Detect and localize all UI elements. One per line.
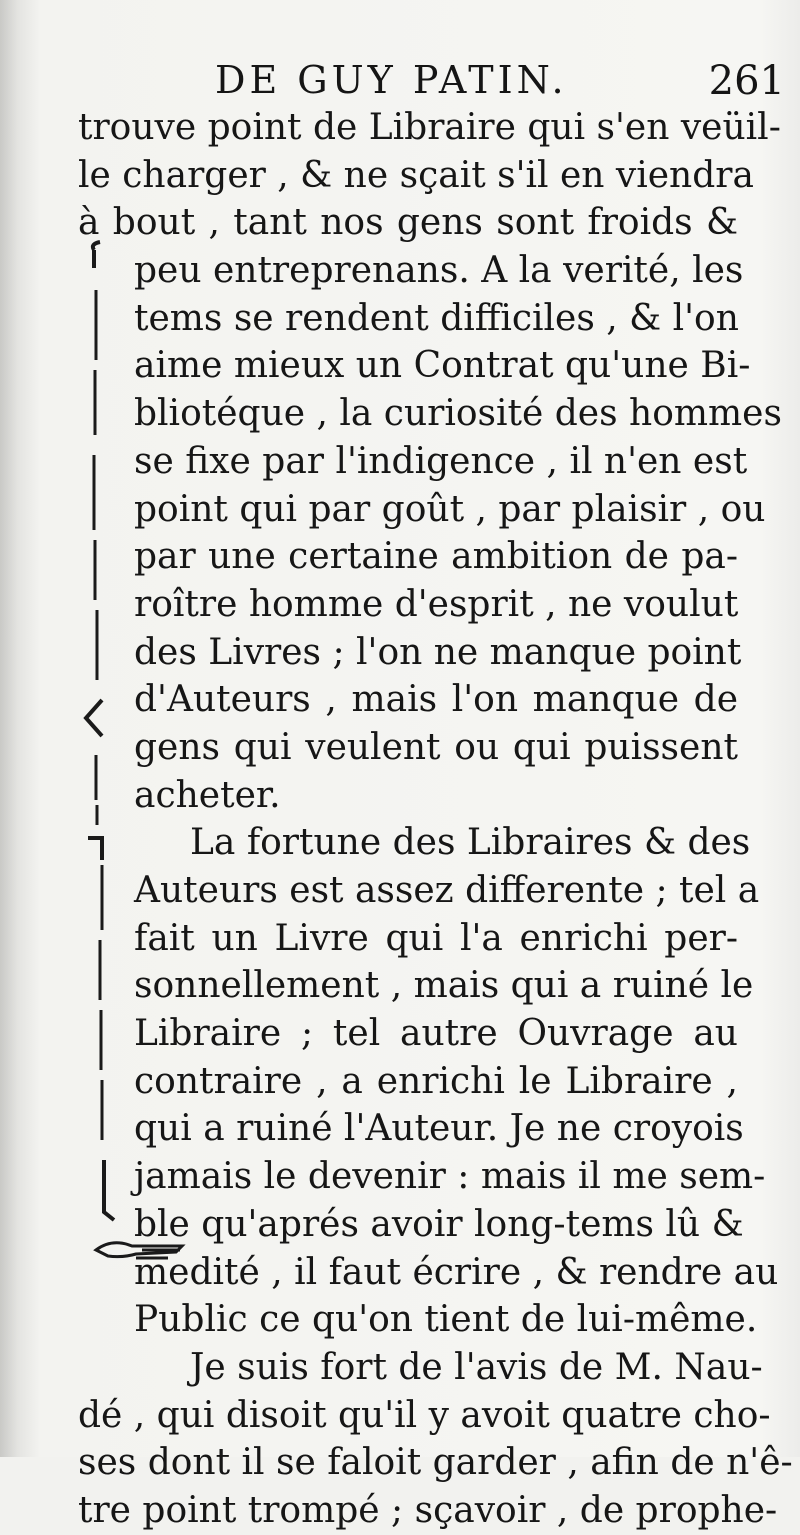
text-line: qui a ruiné l'Auteur. Je ne croyois [134, 1108, 744, 1150]
text-line: fait un Livre qui l'a enrichi per- [134, 917, 738, 959]
text-line: sonnellement , mais qui a ruiné le [134, 965, 754, 1007]
text-line: ble qu'aprés avoir long-tems lû & [134, 1203, 744, 1245]
text-line: contraire , a enrichi le Libraire , [134, 1060, 738, 1102]
text-line: Auteurs est assez differente ; tel a [134, 870, 760, 911]
text-line: d'Auteurs , mais l'on manque de [134, 679, 738, 721]
text-line: à bout , tant nos gens sont froids & [78, 202, 738, 244]
text-line: tre point trompé ; sçavoir , de prophe- [78, 1489, 778, 1531]
text-line: La fortune des Libraires & des [190, 822, 751, 864]
text-line: aime mieux un Contrat qu'une Bi- [134, 345, 751, 387]
body-text [78, 104, 793, 1535]
text-line: jamais le devenir : mais il me sem- [134, 1156, 766, 1198]
text-line: bliotéque , la curiosité des hommes [134, 393, 782, 435]
text-line: trouve point de Libraire qui s'en veüil- [78, 107, 781, 148]
text-line: des Livres ; l'on ne manque point [134, 631, 742, 673]
text-line: Je suis fort de l'avis de M. Nau- [190, 1346, 763, 1388]
text-line: peu entreprenans. A la verité, les [134, 250, 744, 292]
text-line: acheter. [134, 774, 281, 816]
text-line: dé , qui disoit qu'il y avoit quatre cho- [78, 1394, 771, 1436]
text-line: Public ce qu'on tient de lui-même. [134, 1299, 758, 1341]
running-title: DE GUY PATIN. [215, 58, 568, 102]
text-line: ses dont il se faloit garder , afin de n'ê- [78, 1442, 793, 1484]
text-line: Libraire ; tel autre Ouvrage au [134, 1013, 738, 1055]
text-line: medité , il faut écrire , & rendre au [134, 1251, 779, 1293]
text-line: tems se rendent difficiles , & l'on [134, 297, 739, 339]
text-line: se fixe par l'indigence , il n'en est [134, 440, 748, 482]
text-line: par une certaine ambition de pa- [134, 536, 738, 578]
text-line: le charger , & ne sçait s'il en viendra [78, 154, 754, 196]
text-line: gens qui veulent ou qui puissent [134, 726, 738, 768]
page-number: 261 [708, 58, 785, 104]
text-line: roître homme d'esprit , ne voulut [134, 583, 739, 625]
text-line: point qui par goût , par plaisir , ou [134, 488, 766, 530]
